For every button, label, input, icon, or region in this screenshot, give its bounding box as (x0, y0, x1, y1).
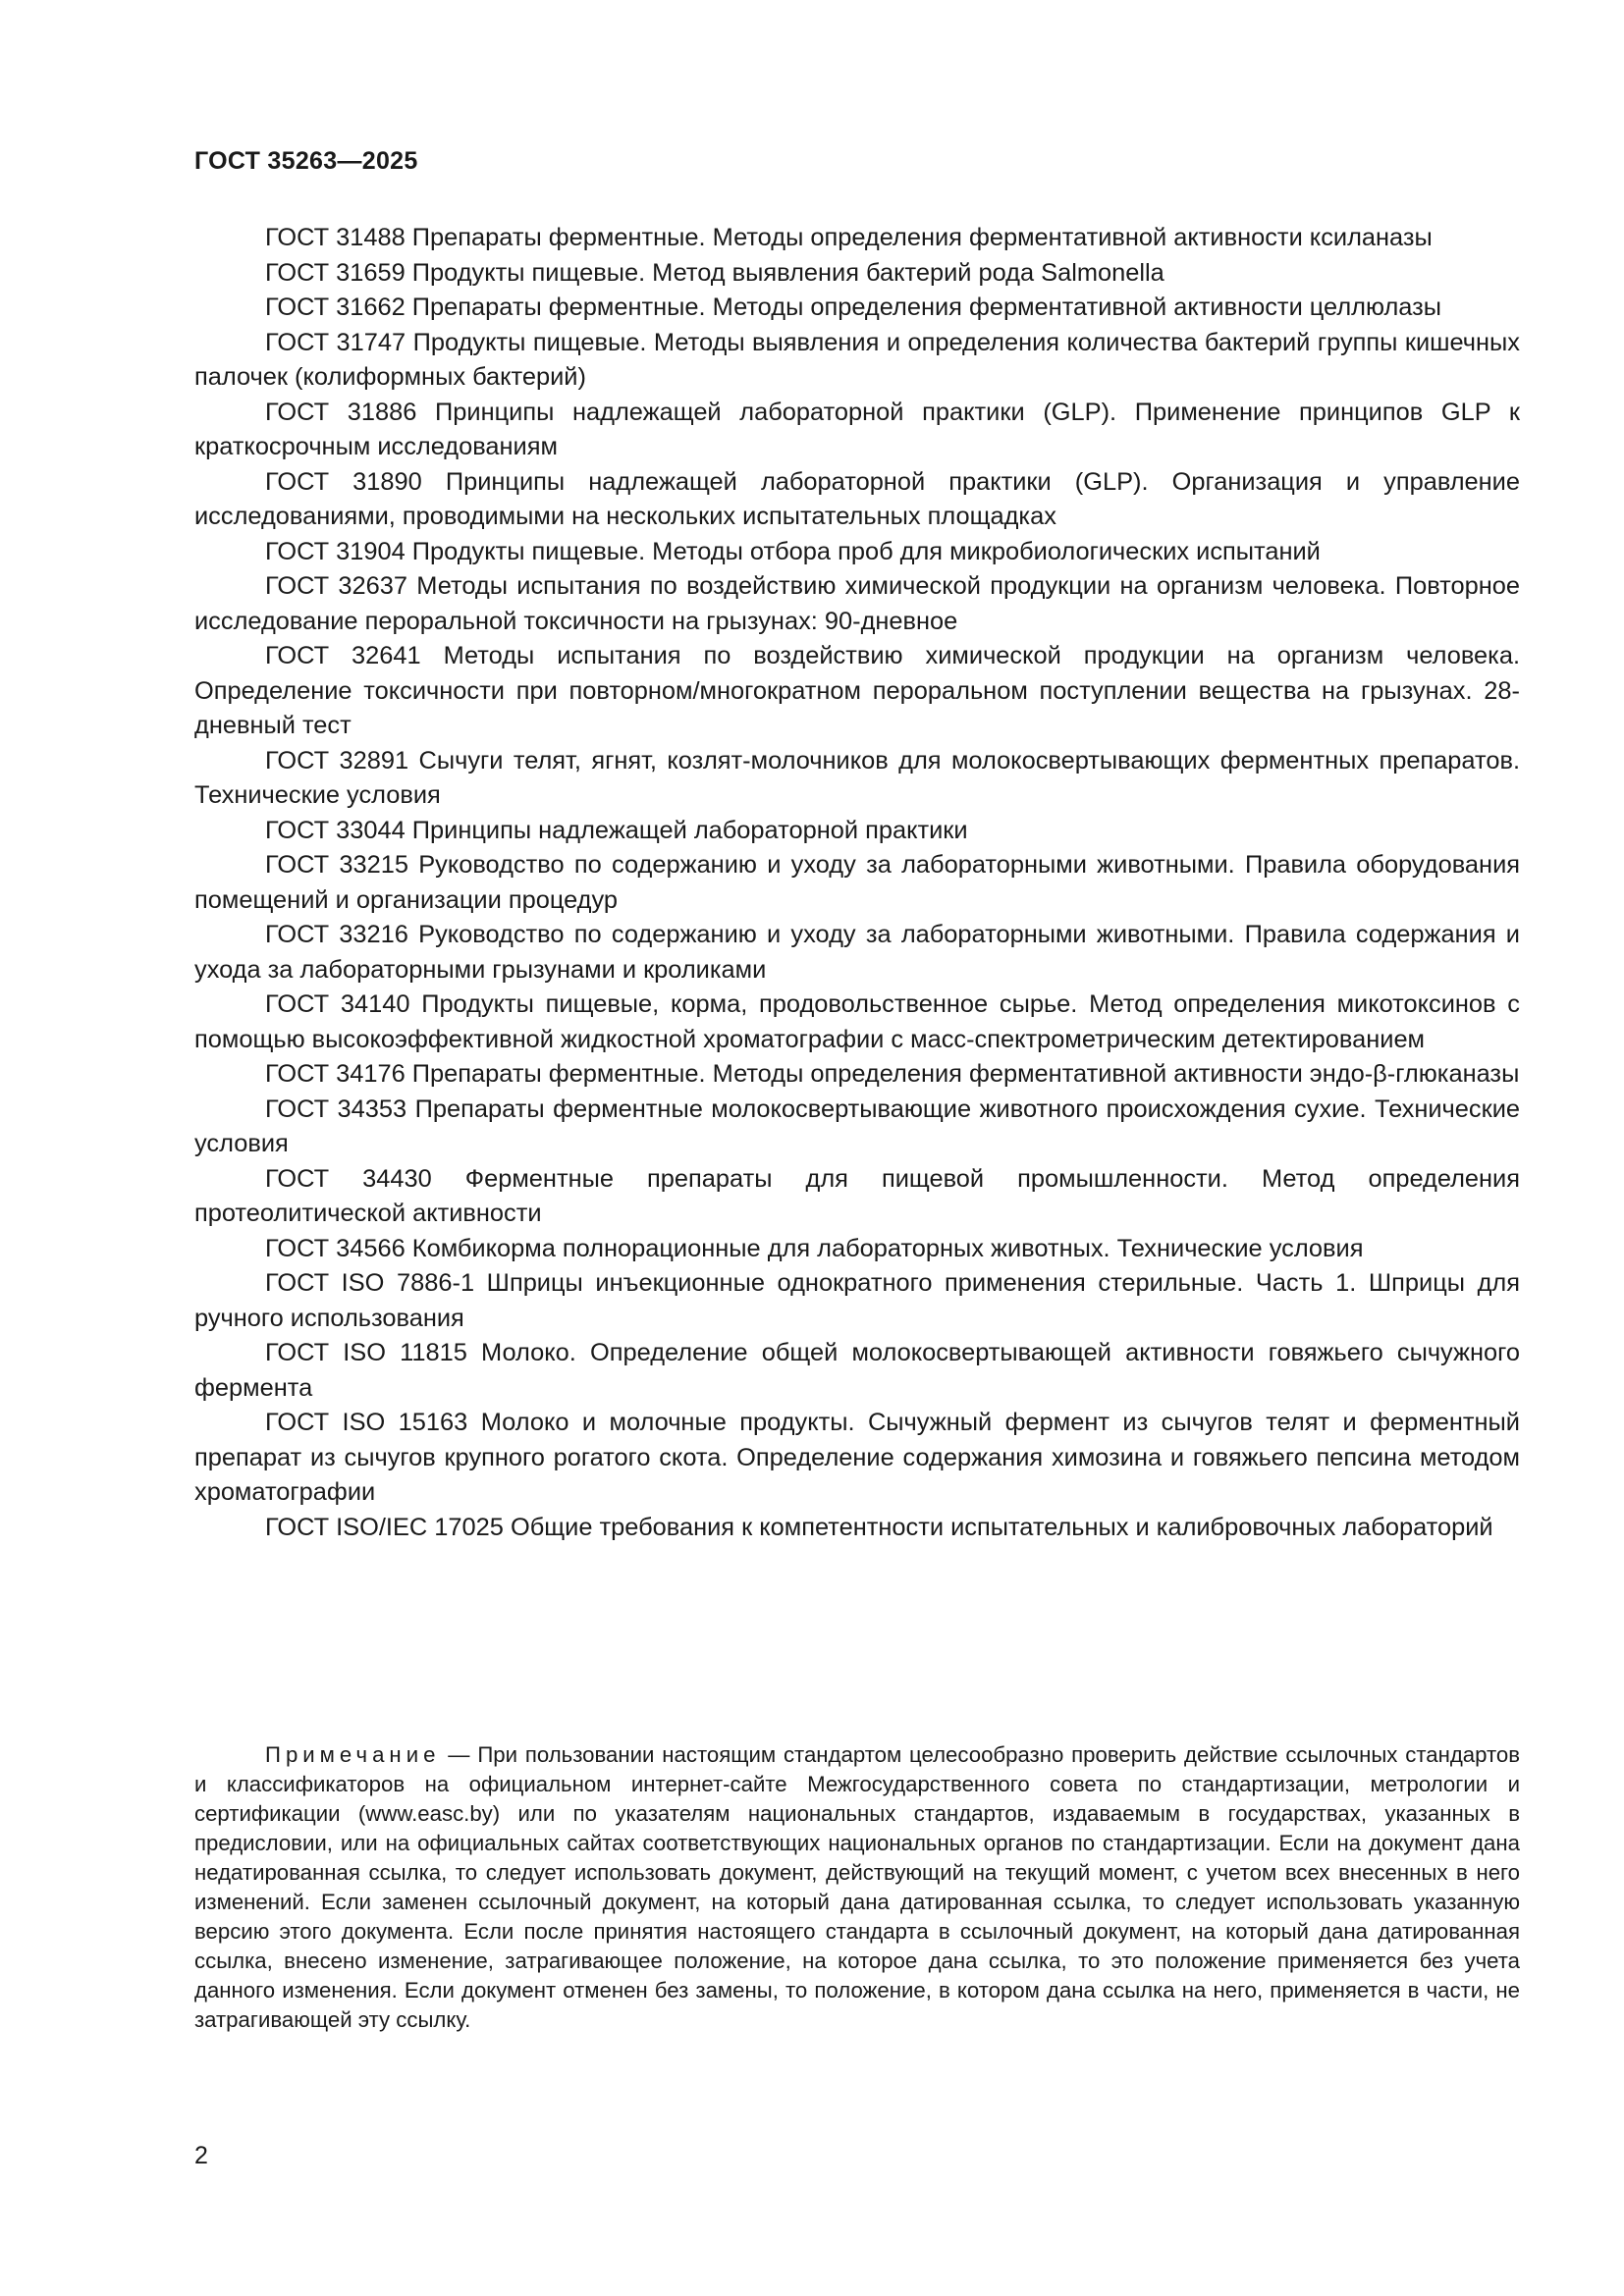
reference-item: ГОСТ 34140 Продукты пищевые, корма, продовольственное сырье. Метод определения микотоксинов с помощью высокоэффективной жидкостной хроматографии с масс-спектрометрическим детектированием (194, 990, 1520, 1053)
reference-item: ГОСТ ISO 7886-1 Шприцы инъекционные однократного применения стерильные. Часть 1. Шприцы для ручного использования (194, 1269, 1520, 1332)
reference-item: ГОСТ 34566 Комбикорма полнорационные для лабораторных животных. Технические условия (265, 1234, 1364, 1262)
note-paragraph (194, 1740, 1520, 2035)
reference-item: ГОСТ 31886 Принципы надлежащей лабораторной практики (GLP). Применение принципов GLP к краткосрочным исследованиям (194, 398, 1520, 460)
reference-item: ГОСТ 31662 Препараты ферментные. Методы определения ферментативной активности целлюлазы (265, 294, 1441, 321)
reference-item: ГОСТ 31488 Препараты ферментные. Методы определения ферментативной активности ксиланазы (265, 224, 1433, 251)
references-list (194, 221, 1520, 1545)
reference-item: ГОСТ 33216 Руководство по содержанию и уходу за лабораторными животными. Правила содержания и ухода за лабораторными грызунами и кроликами (194, 921, 1520, 984)
document-header: ГОСТ 35263—2025 (194, 147, 418, 175)
reference-item: ГОСТ ISO 15163 Молоко и молочные продукты. Сычужный фермент из сычугов телят и ферментный препарат из сычугов крупного рогатого скота. Определение содержания химозина и говяжьего пепсина методом хроматографии (194, 1409, 1520, 1506)
reference-item: ГОСТ 34353 Препараты ферментные молокосвертывающие животного происхождения сухие. Технические условия (194, 1095, 1520, 1157)
note-label: Примечание (265, 1742, 441, 1767)
reference-item: ГОСТ 31890 Принципы надлежащей лабораторной практики (GLP). Организация и управление исследованиями, проводимыми на нескольких испытательных площадках (194, 467, 1520, 530)
reference-item: ГОСТ ISO 11815 Молоко. Определение общей молокосвертывающей активности говяжьего сычужного фермента (194, 1339, 1520, 1402)
note-text: — При пользовании настоящим стандартом целесообразно проверить действие ссылочных стандартов и классификаторов на официальном интернет-сайте Межгосударственного совета по стандартизации, метрологии и сертификации (www.easc.by) или по указателям национальных стандартов, издаваемым в государствах, указанных в предисловии, или на официальных сайтах соответствующих национальных органов по стандартизации. Если на документ дана недатированная ссылка, то следует использовать документ, действующий на текущий момент, с учетом всех внесенных в него изменений. Если заменен ссылочный документ, на который дана датированная ссылка, то следует использовать указанную версию этого документа. Если после принятия настоящего стандарта в ссылочный документ, на который дана датированная ссылка, внесено изменение, затрагивающее положение, на которое дана ссылка, то это положение применяется без учета данного изменения. Если документ отменен без замены, то положение, в котором дана ссылка на него, применяется в части, не затрагивающей эту ссылку. (194, 1742, 1520, 2032)
reference-item: ГОСТ 33215 Руководство по содержанию и уходу за лабораторными животными. Правила оборудования помещений и организации процедур (194, 851, 1520, 914)
reference-item: ГОСТ 32637 Методы испытания по воздействию химической продукции на организм человека. Повторное исследование пероральной токсичности на грызунах: 90-дневное (194, 572, 1520, 635)
reference-item: ГОСТ 32891 Сычуги телят, ягнят, козлят-молочников для молокосвертывающих ферментных препаратов. Технические условия (194, 746, 1520, 809)
reference-item: ГОСТ 31904 Продукты пищевые. Методы отбора проб для микробиологических испытаний (265, 537, 1321, 565)
reference-item: ГОСТ 34176 Препараты ферментные. Методы определения ферментативной активности эндо-β-глюканазы (265, 1060, 1520, 1088)
reference-item: ГОСТ 34430 Ферментные препараты для пищевой промышленности. Метод определения протеолитической активности (194, 1164, 1520, 1227)
reference-item: ГОСТ 33044 Принципы надлежащей лабораторной практики (265, 816, 968, 844)
reference-item: ГОСТ 32641 Методы испытания по воздействию химической продукции на организм человека. Определение токсичности при повторном/многократном пероральном поступлении вещества на грызунах. 28-дневный тест (194, 642, 1520, 739)
reference-item: ГОСТ 31659 Продукты пищевые. Метод выявления бактерий рода Salmonella (265, 258, 1164, 287)
reference-item: ГОСТ 31747 Продукты пищевые. Методы выявления и определения количества бактерий группы кишечных палочек (колиформных бактерий) (194, 328, 1520, 391)
page-number: 2 (194, 2142, 208, 2169)
reference-item: ГОСТ ISO/IEC 17025 Общие требования к компетентности испытательных и калибровочных лабораторий (265, 1513, 1493, 1541)
